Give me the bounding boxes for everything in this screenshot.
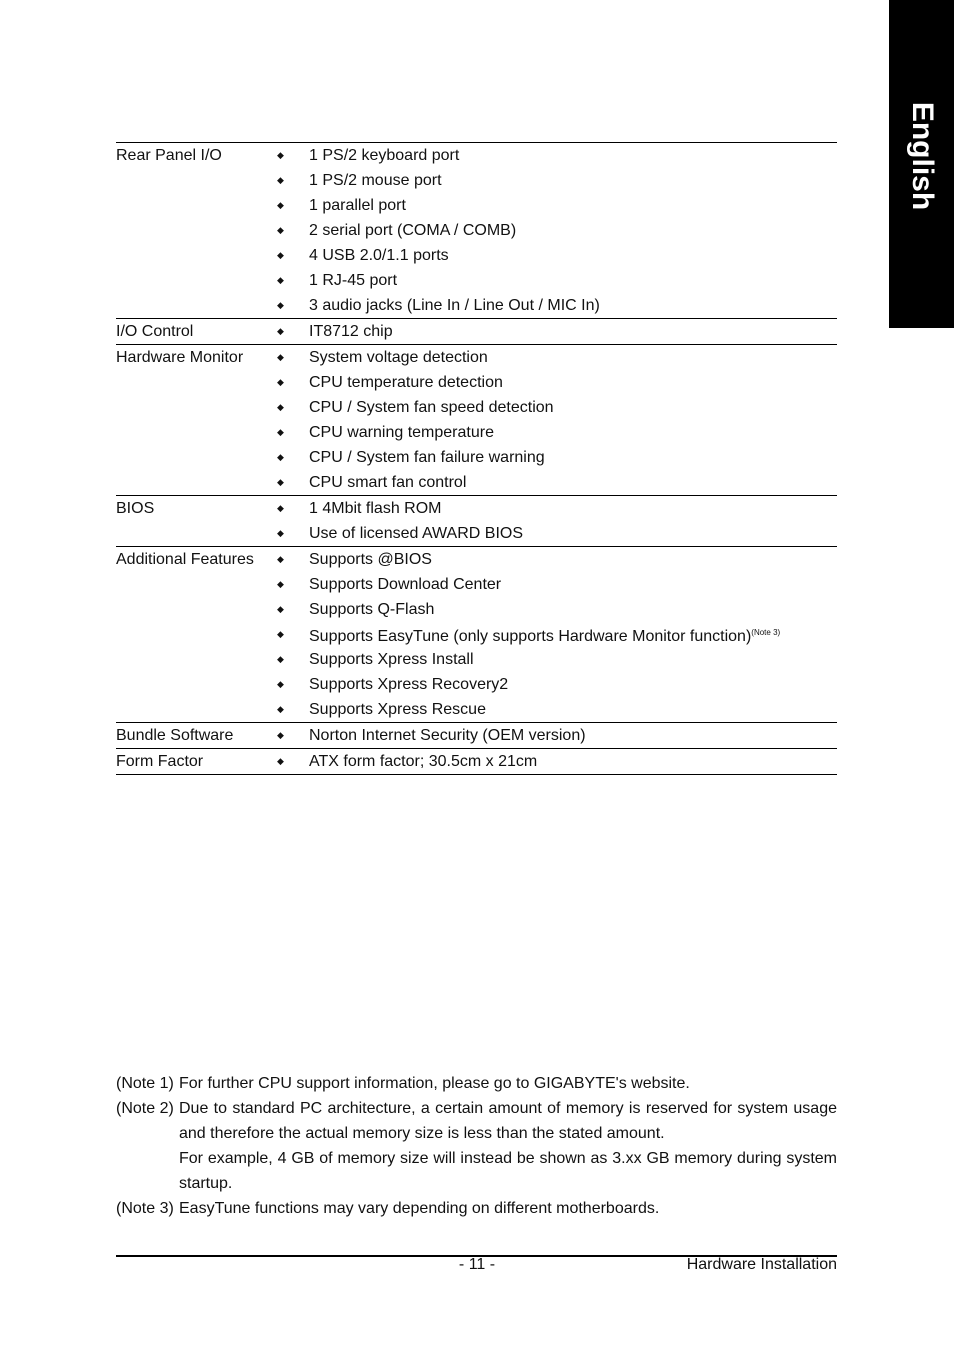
diamond-bullet-icon: ◆ <box>277 730 284 740</box>
spec-item-label: 1 4Mbit flash ROM <box>309 500 442 517</box>
diamond-bullet-icon: ◆ <box>277 427 284 437</box>
spec-item-text <box>309 597 434 622</box>
spec-item <box>276 572 837 597</box>
diamond-bullet-icon: ◆ <box>277 300 284 310</box>
spec-label: Additional Features <box>116 551 254 568</box>
spec-item-label: Supports @BIOS <box>309 551 432 568</box>
diamond-bullet-icon: ◆ <box>277 756 284 766</box>
spec-item-list <box>276 143 837 318</box>
spec-item <box>276 622 837 647</box>
spec-row <box>116 319 837 345</box>
page-number: - 11 - <box>458 1256 496 1273</box>
spec-item-text <box>309 395 554 420</box>
spec-row <box>116 143 837 319</box>
spec-item-label: 1 PS/2 keyboard port <box>309 147 460 164</box>
spec-item-label: CPU warning temperature <box>309 424 494 441</box>
spec-item-text <box>309 572 501 597</box>
spec-item-label: 3 audio jacks (Line In / Line Out / MIC In) <box>309 297 600 314</box>
spec-item-label: 1 PS/2 mouse port <box>309 172 442 189</box>
spec-item <box>276 597 837 622</box>
spec-item-label: Supports EasyTune (only supports Hardware Monitor function) <box>309 628 752 645</box>
spec-item-text <box>309 420 494 445</box>
spec-item-label: CPU / System fan failure warning <box>309 449 545 466</box>
diamond-bullet-icon: ◆ <box>277 452 284 462</box>
spec-item-text <box>309 547 432 572</box>
spec-item-text <box>309 620 780 649</box>
spec-item-label: IT8712 chip <box>309 323 393 340</box>
spec-item <box>276 193 837 218</box>
spec-item-text <box>309 268 397 293</box>
spec-item-text <box>309 168 442 193</box>
spec-item-label: CPU smart fan control <box>309 474 467 491</box>
spec-item-label: Supports Q-Flash <box>309 601 435 618</box>
diamond-bullet-icon: ◆ <box>277 250 284 260</box>
spec-item-text <box>309 697 486 722</box>
spec-item-text <box>309 749 537 774</box>
spec-item <box>276 749 837 774</box>
diamond-bullet-icon: ◆ <box>277 352 284 362</box>
spec-item <box>276 319 837 344</box>
spec-item-text <box>309 345 488 370</box>
language-tab-label: English <box>905 101 939 211</box>
spec-row <box>116 749 837 775</box>
spec-item <box>276 521 837 546</box>
spec-label: Bundle Software <box>116 727 234 744</box>
spec-item-text <box>309 193 406 218</box>
footnotes <box>116 1071 837 1221</box>
diamond-bullet-icon: ◆ <box>277 528 284 538</box>
spec-row <box>116 547 837 723</box>
spec-item <box>276 345 837 370</box>
spec-row <box>116 496 837 547</box>
spec-item-text <box>309 672 508 697</box>
spec-item-text <box>309 470 466 495</box>
diamond-bullet-icon: ◆ <box>277 225 284 235</box>
spec-item-label: 4 USB 2.0/1.1 ports <box>309 247 449 264</box>
footnote-body <box>179 1096 837 1196</box>
spec-row <box>116 345 837 496</box>
spec-item-label: Supports Xpress Recovery2 <box>309 676 509 693</box>
spec-item-label: 2 serial port (COMA / COMB) <box>309 222 517 239</box>
spec-item-label: Supports Download Center <box>309 576 502 593</box>
spec-item <box>276 218 837 243</box>
diamond-bullet-icon: ◆ <box>277 477 284 487</box>
spec-item <box>276 647 837 672</box>
spec-item-label: CPU temperature detection <box>309 374 503 391</box>
spec-item <box>276 420 837 445</box>
spec-label: Form Factor <box>116 753 204 770</box>
spec-item-label: Norton Internet Security (OEM version) <box>309 727 586 744</box>
spec-item-list <box>276 496 837 546</box>
spec-item <box>276 672 837 697</box>
spec-item-text <box>309 521 523 546</box>
diamond-bullet-icon: ◆ <box>277 679 284 689</box>
spec-label: Rear Panel I/O <box>116 147 222 164</box>
footer-section-title: Hardware Installation <box>686 1256 837 1273</box>
language-tab <box>889 0 954 328</box>
spec-item-text <box>309 723 586 748</box>
spec-item <box>276 470 837 495</box>
spec-item-text <box>309 445 545 470</box>
footnote-tag: (Note 3) <box>116 1200 174 1217</box>
footnote <box>116 1096 837 1196</box>
footnote-body <box>179 1071 837 1096</box>
spec-item-list <box>276 547 837 722</box>
footnote <box>116 1196 837 1221</box>
spec-label: BIOS <box>116 500 155 517</box>
spec-item <box>276 723 837 748</box>
spec-item-text <box>309 647 474 672</box>
specification-table <box>116 142 837 775</box>
spec-item <box>276 445 837 470</box>
footnote-paragraph: For example, 4 GB of memory size will instead be shown as 3.xx GB memory during system startup. <box>179 1150 837 1192</box>
spec-item <box>276 243 837 268</box>
diamond-bullet-icon: ◆ <box>277 604 284 614</box>
diamond-bullet-icon: ◆ <box>277 579 284 589</box>
spec-item <box>276 697 837 722</box>
spec-item <box>276 268 837 293</box>
footnote-body <box>179 1196 837 1221</box>
spec-item-list <box>276 723 837 748</box>
spec-item <box>276 143 837 168</box>
note-reference: (Note 3) <box>751 628 781 637</box>
spec-item-label: 1 parallel port <box>309 197 406 214</box>
diamond-bullet-icon: ◆ <box>277 275 284 285</box>
spec-item-label: Use of licensed AWARD BIOS <box>309 525 523 542</box>
diamond-bullet-icon: ◆ <box>277 704 284 714</box>
spec-item <box>276 370 837 395</box>
spec-item-text <box>309 319 393 344</box>
diamond-bullet-icon: ◆ <box>277 175 284 185</box>
spec-item-label: Supports Xpress Rescue <box>309 701 486 718</box>
spec-item <box>276 496 837 521</box>
spec-item-text <box>309 218 516 243</box>
spec-item-text <box>309 243 449 268</box>
spec-item-list <box>276 749 837 774</box>
footnote-paragraph: For further CPU support information, please go to GIGABYTE's website. <box>179 1075 690 1092</box>
spec-label: Hardware Monitor <box>116 349 244 366</box>
spec-item-label: 1 RJ-45 port <box>309 272 398 289</box>
diamond-bullet-icon: ◆ <box>277 554 284 564</box>
diamond-bullet-icon: ◆ <box>277 200 284 210</box>
spec-item-label: CPU / System fan speed detection <box>309 399 554 416</box>
spec-item-text <box>309 496 441 521</box>
spec-item-text <box>309 143 459 168</box>
footnote-tag: (Note 2) <box>116 1100 174 1117</box>
spec-label: I/O Control <box>116 323 194 340</box>
diamond-bullet-icon: ◆ <box>277 377 284 387</box>
diamond-bullet-icon: ◆ <box>277 629 284 639</box>
spec-item-label: ATX form factor; 30.5cm x 21cm <box>309 753 538 770</box>
diamond-bullet-icon: ◆ <box>277 654 284 664</box>
footnote-paragraph: Due to standard PC architecture, a certain amount of memory is reserved for system usage and therefore the actual memory size is less than the stated amount. <box>179 1100 837 1142</box>
diamond-bullet-icon: ◆ <box>277 150 284 160</box>
spec-item-text <box>309 293 600 318</box>
footnote-tag: (Note 1) <box>116 1075 174 1092</box>
spec-item-list <box>276 345 837 495</box>
spec-item <box>276 395 837 420</box>
footnote <box>116 1071 837 1096</box>
spec-item <box>276 293 837 318</box>
spec-item <box>276 168 837 193</box>
spec-item-label: System voltage detection <box>309 349 488 366</box>
spec-item-text <box>309 370 503 395</box>
spec-item <box>276 547 837 572</box>
footnote-paragraph: EasyTune functions may vary depending on different motherboards. <box>179 1200 660 1217</box>
diamond-bullet-icon: ◆ <box>277 402 284 412</box>
diamond-bullet-icon: ◆ <box>277 503 284 513</box>
spec-row <box>116 723 837 749</box>
spec-item-list <box>276 319 837 344</box>
spec-item-label: Supports Xpress Install <box>309 651 474 668</box>
diamond-bullet-icon: ◆ <box>277 326 284 336</box>
